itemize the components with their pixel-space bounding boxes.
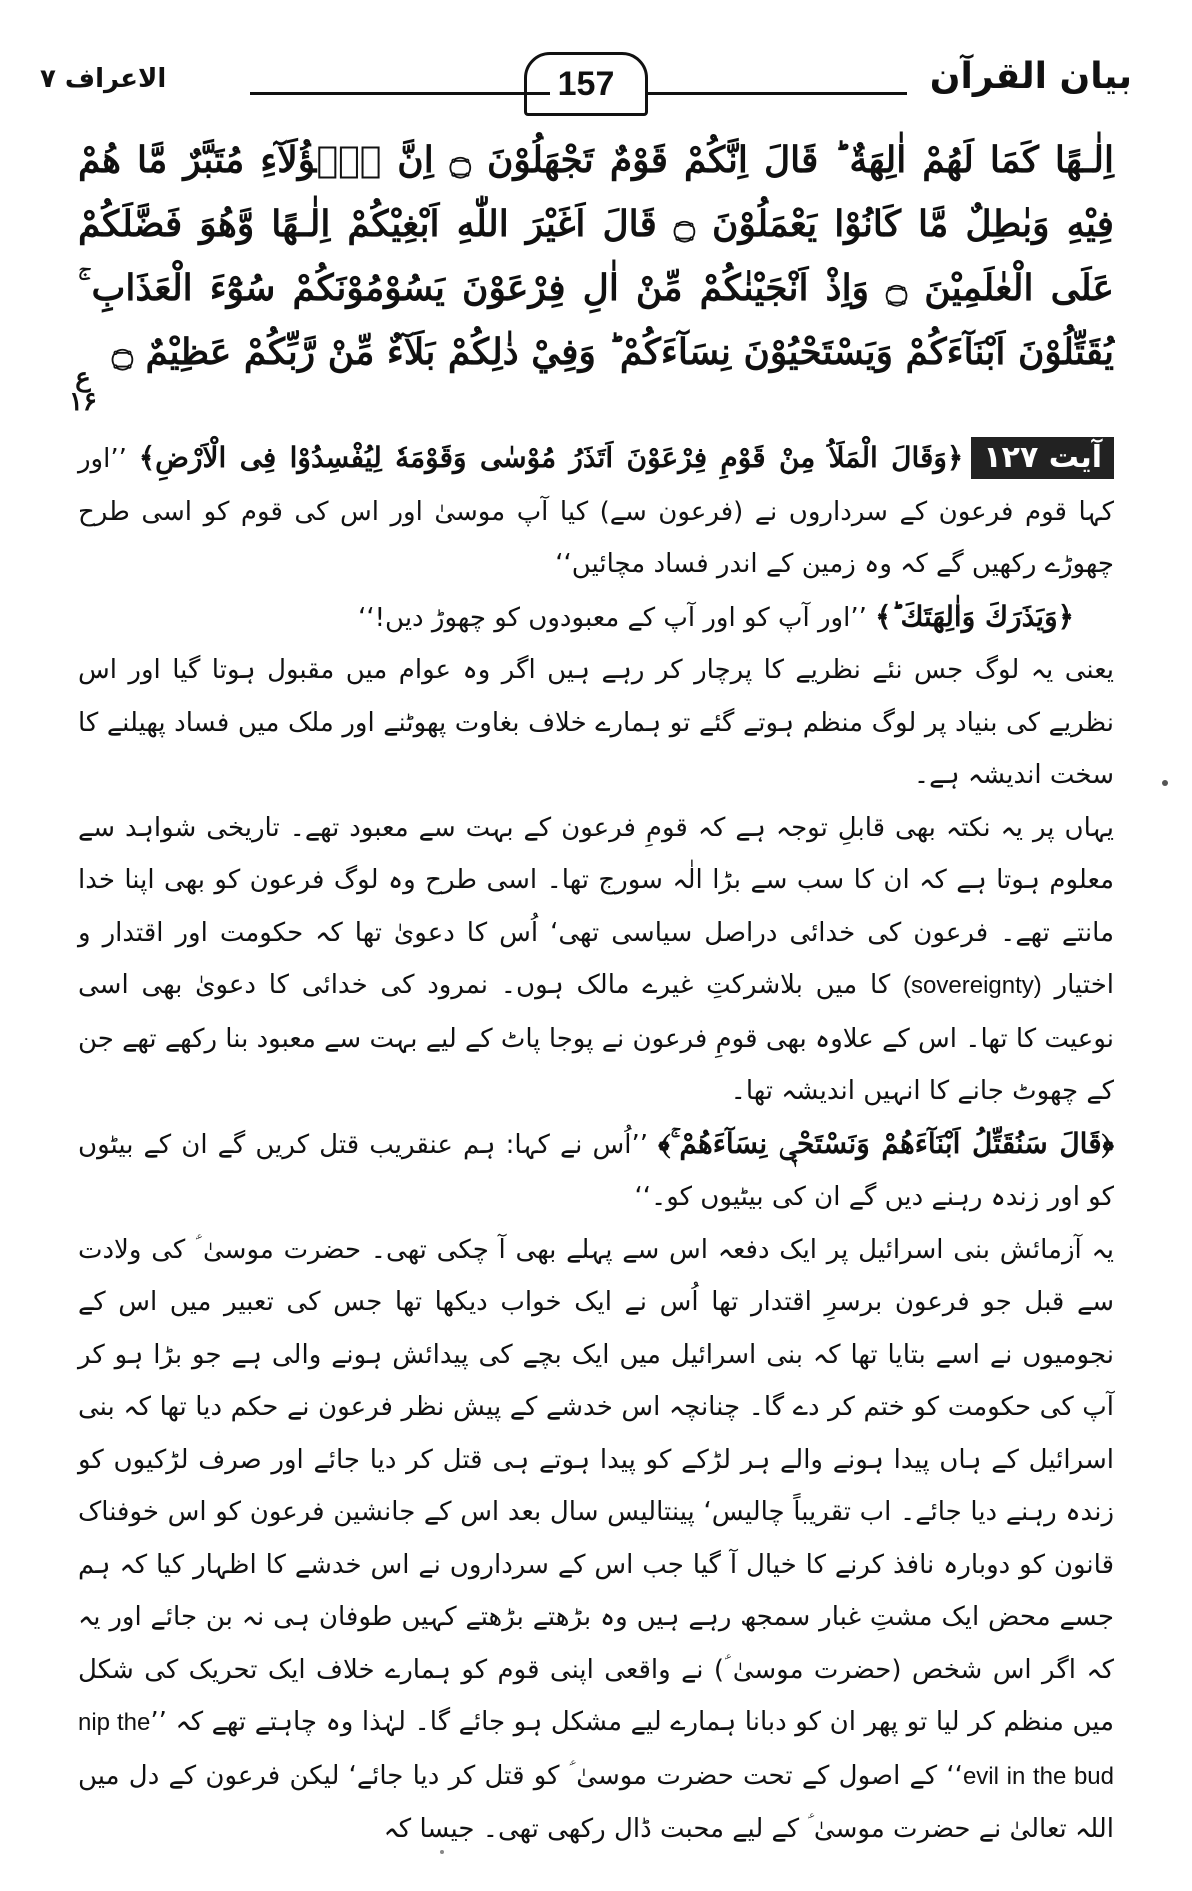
paragraph-text: ‘‘ کے اصول کے تحت حضرت موسیٰ ؑ کو قتل کر دیا جائے‘ لیکن فرعون کے دل میں اللہ تعالیٰ نے حضرت موسیٰ ؑ کے لیے محبت ڈال رکھی تھی۔ جیسا کہ bbox=[78, 1760, 1114, 1844]
english-term: (sovereignty) bbox=[903, 972, 1042, 999]
arabic-quote: ﴿وَقَالَ الْمَلَاُ مِنْ قَوْمِ فِرْعَوْنَ اَتَذَرُ مُوْسٰى وَقَوْمَهٗ لِيُفْسِدُوْا فِى الْاَرْضِ﴾ bbox=[138, 441, 964, 474]
header-rule-right bbox=[607, 92, 907, 95]
urdu-translation: ’’اور آپ کو اور آپ کے معبودوں کو چھوڑ دیں!‘‘ bbox=[358, 602, 867, 633]
surah-title: الاعراف ۷ bbox=[40, 64, 167, 94]
ruku-mark: ع ۱۶ bbox=[69, 363, 97, 417]
paragraph-text: کا میں بلاشرکتِ غیرے مالک ہوں۔ نمرود کی خدائی کا دعویٰ بھی اسی نوعیت کا تھا۔ اس کے علاوہ بھی قومِ فرعون نے پوجا پاٹ کے لیے بہت سے معبود بنا رکھے تھے جن کے چھوٹ جانے کا انہیں اندیشہ تھا۔ bbox=[78, 970, 1114, 1106]
margin-mark bbox=[1162, 780, 1168, 786]
page-number: 157 bbox=[557, 64, 615, 103]
paragraph: یعنی یہ لوگ جس نئے نظریے کا پرچار کر رہے ہیں اگر وہ عوام میں مقبول ہوتا گیا اور اس نظریے کی بنیاد پر لوگ منظم ہوتے گئے تو ہمارے خلاف بغاوت پھوٹنے اور ملک میں فساد پھیلنے کا سخت اندیشہ ہے۔ bbox=[78, 655, 1114, 790]
page-number-badge bbox=[524, 52, 648, 116]
quran-verse-block: اِلٰـهًا كَمَا لَهُمْ اٰلِهَةٌ ؕ قَالَ اِنَّكُمْ قَوْمٌ تَجْهَلُوْنَ ۝ اِنَّ هٰۤؤُلَآءِ مُتَبَّرٌ مَّا هُمْ فِيْهِ وَبٰطِلٌ مَّا كَانُوْا يَعْمَلُوْنَ ۝ قَالَ اَغَيْرَ اللّٰهِ اَبْغِيْكُمْ اِلٰـهًا وَّهُوَ فَضَّلَكُمْ عَلَى الْعٰلَمِيْنَ ۝ وَاِذْ اَنْجَيْنٰكُمْ مِّنْ اٰلِ فِرْعَوْنَ يَسُوْمُوْنَكُمْ سُوْٓءَ الْعَذَابِ ۚ يُقَتِّلُوْنَ اَبْنَآءَكُمْ وَيَسْتَحْيُوْنَ نِسَآءَكُمْ ؕ وَفِيْ ذٰلِكُمْ بَلَآءٌ مِّنْ رَّبِّكُمْ عَظِيْمٌ ۝ bbox=[78, 139, 1115, 373]
urdu-translation: ’’اُس نے کہا: ہم عنقریب قتل کریں گے ان کے بیٹوں کو اور زندہ رہنے دیں گے ان کی بیٹیوں کو۔‘‘ bbox=[78, 1129, 1114, 1212]
paragraph-ayah-127 bbox=[78, 432, 1114, 591]
scan-speck bbox=[440, 1850, 444, 1854]
arabic-quote: ﴿قَالَ سَنُقَتِّلُ اَبْنَآءَهُمْ وَنَسْتَحْيٖ نِسَآءَهُمْ ۚ﴾ bbox=[658, 1126, 1114, 1160]
header-rule-left bbox=[250, 92, 550, 95]
paragraph-text: یہاں پر یہ نکتہ بھی قابلِ توجہ ہے کہ قومِ فرعون کے بہت سے معبود تھے۔ تاریخی شواہد سے معلوم ہوتا ہے کہ ان کا سب سے بڑا الٰہ سورج تھا۔ اسی طرح وہ لوگ فرعون کو بھی اپنا خدا مانتے تھے۔ فرعون کی خدائی دراصل سیاسی تھی‘ اُس کا دعویٰ تھا کہ حکومت اور اقتدار و اختیار bbox=[78, 812, 1114, 1000]
book-title: بیان القرآن bbox=[929, 56, 1132, 97]
paragraph bbox=[78, 1224, 1114, 1856]
arabic-quote: ﴿وَيَذَرَكَ وَاٰلِهَتَكَ ؕ﴾ bbox=[875, 599, 1074, 633]
urdu-translation: ’’اور کہا قوم فرعون کے سرداروں نے (فرعون سے) کیا آپ موسیٰ اور اس کی قوم کو اسی طرح چھوڑے رکھیں گے کہ وہ زمین کے اندر فساد مچائیں‘‘ bbox=[78, 444, 1114, 579]
page-header bbox=[40, 52, 1132, 122]
paragraph bbox=[78, 591, 1114, 645]
paragraph-text: یہ آزمائش بنی اسرائیل پر ایک دفعہ اس سے پہلے بھی آ چکی تھی۔ حضرت موسیٰ ؑ کی ولادت سے قبل جو فرعون برسرِ اقتدار تھا اُس نے ایک خواب دیکھا تھا جس کی تعبیر میں اس کے نجومیوں نے اسے بتایا تھا کہ بنی اسرائیل میں ایک بچے کی پیدائش ہونے والی ہے جو بڑا ہو کر آپ کی حکومت کو ختم کر دے گا۔ چنانچہ اس خدشے کے پیش نظر فرعون نے حکم دیا تھا کہ بنی اسرائیل کے ہاں پیدا ہونے والے ہر لڑکے کو پیدا ہوتے ہی قتل کر دیا جائے اور صرف لڑکیوں کو زندہ رہنے دیا جائے۔ اب تقریباً چالیس‘ پینتالیس سال بعد اس کے جانشین فرعون کو اس خوفناک قانون کو دوبارہ نافذ کرنے کا خیال آ گیا جب اس کے سرداروں نے اس خدشے کا اظہار کیا کہ ہم جسے محض ایک مشتِ غبار سمجھ رہے ہیں وہ بڑھتے بڑھتے کہیں طوفان ہی نہ بن جائے اور یہ کہ اگر اس شخص (حضرت موسیٰ ؑ) نے واقعی اپنی قوم کو ہمارے خلاف ایک تحریک کی شکل میں منظم کر لیا تو پھر ان کو دبانا ہمارے لیے مشکل ہو جائے گا۔ لہٰذا وہ چاہتے تھے کہ ’’ bbox=[78, 1234, 1115, 1737]
commentary bbox=[78, 432, 1114, 1856]
english-phrase: nip the evil in the bud bbox=[78, 1709, 1114, 1790]
paragraph bbox=[78, 1118, 1114, 1224]
ayah-label: آیت ۱۲۷ bbox=[971, 437, 1114, 479]
paragraph bbox=[78, 802, 1114, 1118]
